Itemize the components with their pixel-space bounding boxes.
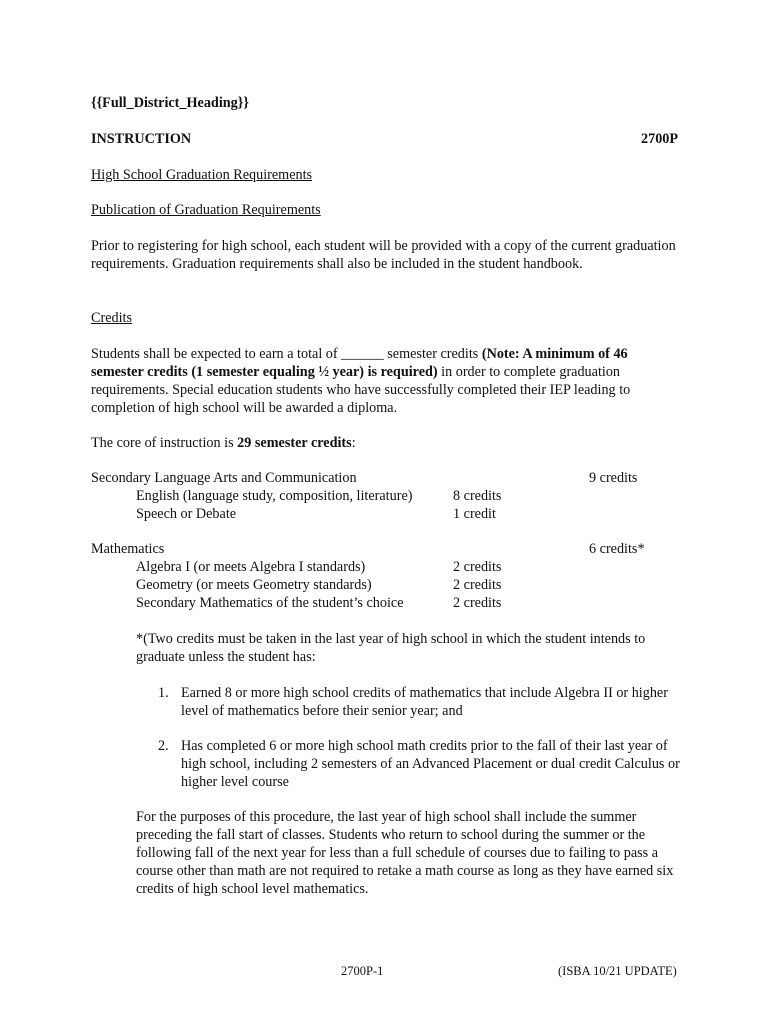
footer-update-note: (ISBA 10/21 UPDATE): [558, 964, 677, 978]
math-note: *(Two credits must be taken in the last year of high school in which the student intends to graduate unless the student has:: [136, 631, 646, 665]
core-credits: 29 semester credits: [237, 435, 352, 451]
credits-heading: Credits: [91, 310, 132, 326]
condition-text: Earned 8 or more high school credits of mathematics that include Algebra II or higher level of mathematics before their senior year; and: [181, 685, 668, 719]
course-item-credits: 1 credit: [453, 506, 496, 522]
lang-arts-total: 9 credits: [589, 470, 638, 486]
course-item-name: Geometry (or meets Geometry standards): [136, 577, 372, 593]
course-item-name: Speech or Debate: [136, 506, 237, 522]
credits-paragraph-start: Students shall be expected to earn a total of ______ semester credits: [91, 346, 482, 362]
publication-paragraph: Prior to registering for high school, each student will be provided with a copy of the current graduation requirements. Graduation requirements shall also be included in the student handbook.: [91, 238, 676, 272]
core-text-end: :: [351, 435, 356, 451]
footer-page-number: 2700P-1: [341, 964, 384, 978]
section-title: INSTRUCTION: [91, 131, 192, 147]
course-item-name: Algebra I (or meets Algebra I standards): [136, 559, 366, 575]
credits-minimum-note: (Note: A minimum of 46 semester credits (1 semester equaling ½ year) is required): [91, 346, 628, 380]
course-item-credits: 2 credits: [453, 595, 502, 611]
core-instruction-line: [91, 434, 681, 452]
core-text-start: The core of instruction is: [91, 435, 238, 451]
course-item-credits: 8 credits: [453, 488, 502, 504]
credits-paragraph-end: in order to complete graduation requirements. Special education students who have successfully completed their IEP leading to completion of high school will be awarded a diploma.: [91, 364, 631, 416]
math-category: Mathematics: [91, 541, 165, 557]
district-heading: {{Full_District_Heading}}: [91, 95, 249, 111]
publication-heading: Publication of Graduation Requirements: [91, 202, 321, 218]
condition-number: 2.: [158, 738, 169, 754]
document-title: High School Graduation Requirements: [91, 167, 313, 183]
credits-paragraph: [91, 345, 676, 417]
course-item-name: Secondary Mathematics of the student’s choice: [136, 595, 404, 611]
condition-text: Has completed 6 or more high school math credits prior to the fall of their last year of high school, including 2 semesters of an Advanced Placement or dual credit Calculus or higher level course: [181, 738, 680, 790]
purposes-paragraph: For the purposes of this procedure, the last year of high school shall include the summer preceding the fall start of classes. Students who return to school during the summer or the following fall of the next year for less than a full schedule of courses due to failing to pass a course other than math are not required to retake a math course as long as they have earned six credits of high school level mathematics.: [136, 809, 674, 897]
lang-arts-category: Secondary Language Arts and Communication: [91, 470, 357, 486]
course-item-credits: 2 credits: [453, 577, 502, 593]
course-item-name: English (language study, composition, literature): [136, 488, 413, 504]
course-item-credits: 2 credits: [453, 559, 502, 575]
condition-number: 1.: [158, 685, 169, 701]
policy-code: 2700P: [641, 131, 679, 147]
math-total: 6 credits*: [589, 541, 645, 557]
